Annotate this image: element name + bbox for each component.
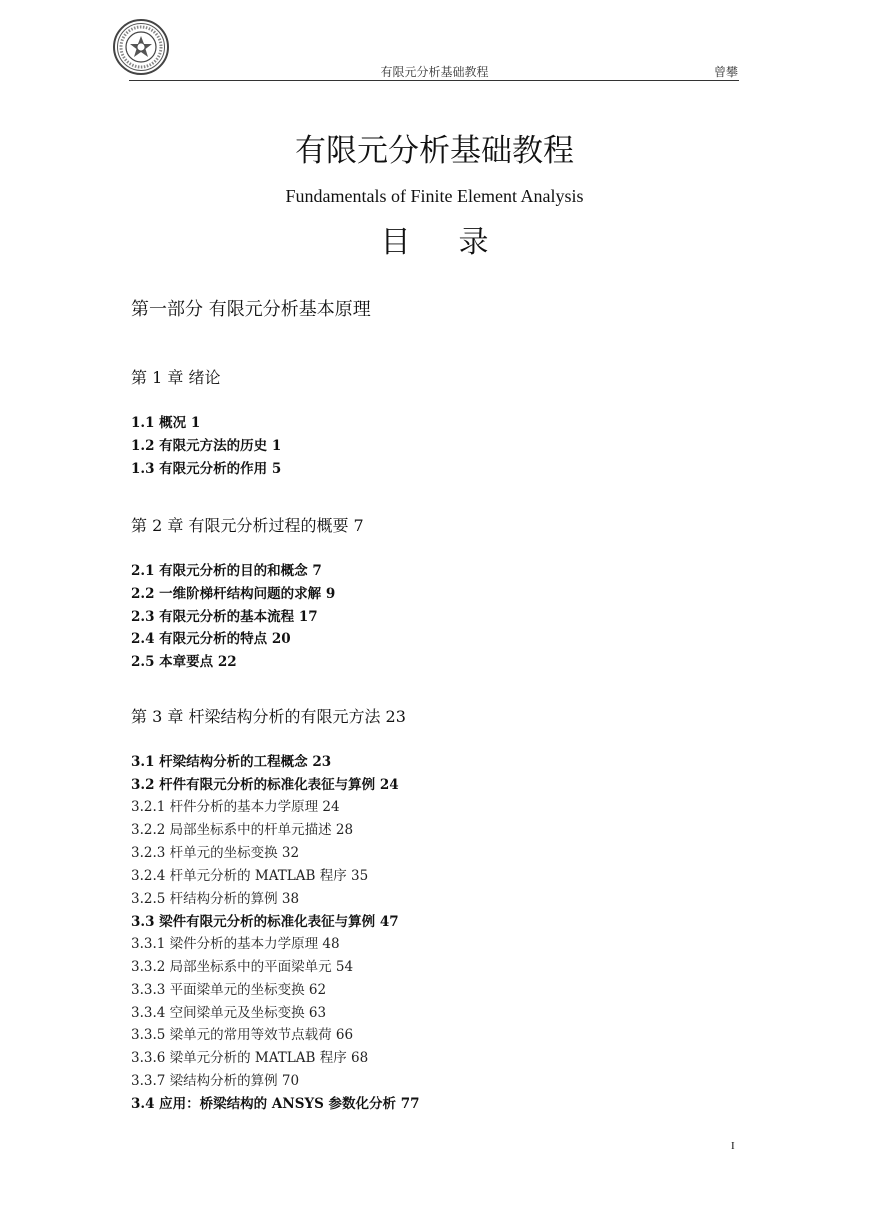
toc-section-3-3[interactable]: 3.3 梁件有限元分析的标准化表征与算例 47 (131, 914, 399, 930)
toc-subsection-3-2-1[interactable]: 3.2.1 杆件分析的基本力学原理 24 (131, 799, 340, 815)
toc-subsection-3-3-3[interactable]: 3.3.3 平面梁单元的坐标变换 62 (131, 982, 327, 998)
toc-chapter-2[interactable]: 第 2 章 有限元分析过程的概要 7 (131, 516, 364, 535)
toc-subsection-3-2-5[interactable]: 3.2.5 杆结构分析的算例 38 (131, 891, 300, 907)
toc-chapter-1[interactable]: 第 1 章 绪论 (131, 368, 221, 387)
toc-section-3-4[interactable]: 3.4 应用：桥梁结构的 ANSYS 参数化分析 77 (131, 1096, 420, 1112)
toc-section-1-1[interactable]: 1.1 概况 1 (131, 415, 201, 431)
toc-section-1-3[interactable]: 1.3 有限元分析的作用 5 (131, 461, 282, 477)
toc-section-3-2[interactable]: 3.2 杆件有限元分析的标准化表征与算例 24 (131, 777, 399, 793)
toc-section-3-1[interactable]: 3.1 杆梁结构分析的工程概念 23 (131, 754, 332, 770)
header-rule (129, 80, 739, 81)
toc-section-2-5[interactable]: 2.5 本章要点 22 (131, 654, 237, 670)
toc-section-2-1[interactable]: 2.1 有限元分析的目的和概念 7 (131, 563, 322, 579)
page-number: I (731, 1140, 735, 1152)
toc-section-2-2[interactable]: 2.2 一维阶梯杆结构问题的求解 9 (131, 586, 336, 602)
toc-section-1-2[interactable]: 1.2 有限元方法的历史 1 (131, 438, 282, 454)
toc-chapter-3[interactable]: 第 3 章 杆梁结构分析的有限元方法 23 (131, 707, 406, 726)
toc-heading-right: 录 (458, 225, 489, 260)
toc-subsection-3-3-4[interactable]: 3.3.4 空间梁单元及坐标变换 63 (131, 1005, 327, 1021)
document-title: 有限元分析基础教程 (295, 133, 574, 169)
toc-section-2-3[interactable]: 2.3 有限元分析的基本流程 17 (131, 609, 318, 625)
toc-subsection-3-2-4[interactable]: 3.2.4 杆单元分析的 MATLAB 程序 35 (131, 868, 369, 884)
toc-part-1[interactable]: 第一部分 有限元分析基本原理 (131, 299, 371, 320)
toc-section-2-4[interactable]: 2.4 有限元分析的特点 20 (131, 631, 291, 647)
document-subtitle: Fundamentals of Finite Element Analysis (285, 186, 584, 206)
author-name: 曾攀 (713, 65, 738, 79)
toc-heading-left: 目 (380, 225, 411, 260)
toc-heading (0, 223, 869, 263)
running-title: 有限元分析基础教程 (380, 65, 489, 79)
toc-subsection-3-3-1[interactable]: 3.3.1 梁件分析的基本力学原理 48 (131, 936, 340, 952)
toc-subsection-3-3-5[interactable]: 3.3.5 梁单元的常用等效节点载荷 66 (131, 1027, 354, 1043)
toc-subsection-3-2-3[interactable]: 3.2.3 杆单元的坐标变换 32 (131, 845, 300, 861)
toc-subsection-3-3-7[interactable]: 3.3.7 梁结构分析的算例 70 (131, 1073, 300, 1089)
toc-subsection-3-3-2[interactable]: 3.3.2 局部坐标系中的平面梁单元 54 (131, 959, 354, 975)
toc-subsection-3-2-2[interactable]: 3.2.2 局部坐标系中的杆单元描述 28 (131, 822, 354, 838)
toc-subsection-3-3-6[interactable]: 3.3.6 梁单元分析的 MATLAB 程序 68 (131, 1050, 369, 1066)
